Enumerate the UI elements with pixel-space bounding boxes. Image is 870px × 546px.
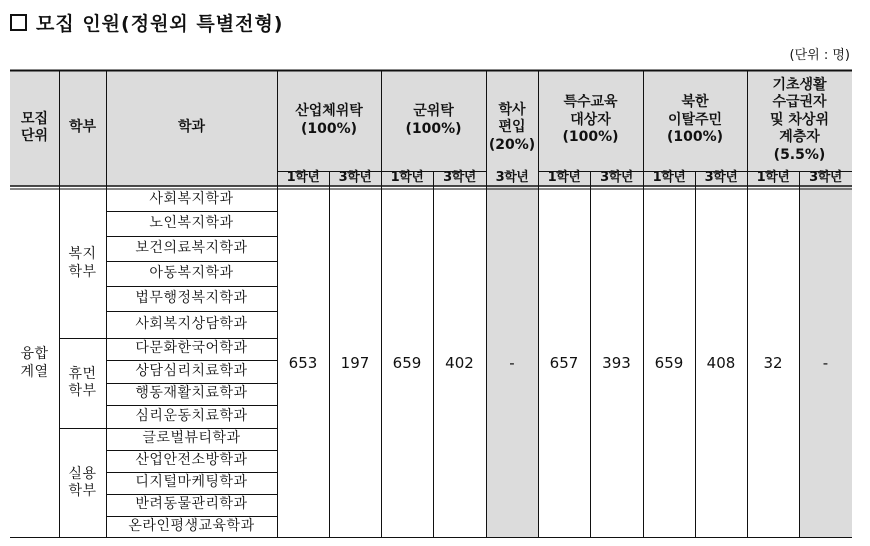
- department-name: 실용 학부: [68, 465, 97, 499]
- header-group-2: 학사 편입 (20%): [488, 101, 536, 153]
- major-name: 글로벌뷰티학과: [142, 430, 241, 447]
- value-cell: 659: [392, 354, 422, 373]
- value-cell: 402: [445, 354, 474, 373]
- unit-note: (단위 : 명): [789, 48, 850, 63]
- department-name: 휴먼 학부: [68, 365, 97, 399]
- title-text: 모집 인원(정원외 특별전형): [36, 13, 284, 35]
- header-group-3: 특수교육 대상자 (100%): [562, 94, 619, 146]
- major-name: 법무행정복지학과: [135, 289, 248, 306]
- subheader-2: 1학년: [390, 170, 424, 186]
- value-cell: 408: [706, 354, 736, 373]
- subheader-1: 3학년: [338, 170, 372, 186]
- major-name: 사회복지상담학과: [135, 315, 248, 332]
- major-name: 보건의료복지학과: [135, 239, 248, 256]
- department-name: 복지 학부: [68, 246, 97, 280]
- header-dept: 학부: [68, 119, 97, 136]
- header-unit: 모집 단위: [20, 110, 49, 144]
- subheader-0: 1학년: [286, 170, 320, 186]
- major-name: 온라인평생교육학과: [128, 518, 255, 535]
- header-group-0: 산업체위탁 (100%): [295, 103, 363, 137]
- major-name: 노인복지학과: [149, 214, 234, 231]
- value-cell: 197: [340, 354, 370, 373]
- value-cell: 32: [763, 354, 783, 373]
- value-cell: -: [509, 354, 515, 373]
- value-cell: 657: [549, 354, 579, 373]
- unit-name: 융합 계열: [20, 346, 49, 380]
- subheader-7: 1학년: [652, 170, 686, 186]
- major-name: 디지털마케팅학과: [135, 474, 248, 491]
- subheader-10: 3학년: [809, 170, 842, 186]
- header-group-5: 기초생활 수급권자 및 차상위 계층자 (5.5%): [770, 76, 829, 163]
- header-major: 학과: [177, 119, 206, 136]
- header-group-4: 북한 이탈주민 (100%): [666, 94, 724, 146]
- subheader-5: 1학년: [547, 170, 581, 186]
- value-cell: 653: [288, 354, 318, 373]
- header-group-1: 군위탁 (100%): [405, 103, 462, 137]
- major-name: 반려동물관리학과: [135, 496, 248, 513]
- major-name: 행동재활치료학과: [135, 385, 248, 402]
- subheader-3: 3학년: [443, 170, 476, 186]
- major-name: 다문화한국어학과: [135, 340, 248, 357]
- major-name: 사회복지학과: [149, 191, 234, 208]
- subheader-8: 3학년: [704, 170, 738, 186]
- value-cell: 393: [602, 354, 631, 373]
- value-cell: 659: [654, 354, 684, 373]
- major-name: 아동복지학과: [149, 264, 234, 281]
- subheader-4: 3학년: [495, 170, 529, 186]
- subheader-6: 3학년: [600, 170, 633, 186]
- major-name: 심리운동치료학과: [135, 407, 248, 424]
- subheader-9: 1학년: [756, 170, 790, 186]
- major-name: 산업안전소방학과: [135, 452, 248, 469]
- major-name: 상담심리치료학과: [135, 362, 248, 379]
- value-cell: -: [822, 354, 829, 373]
